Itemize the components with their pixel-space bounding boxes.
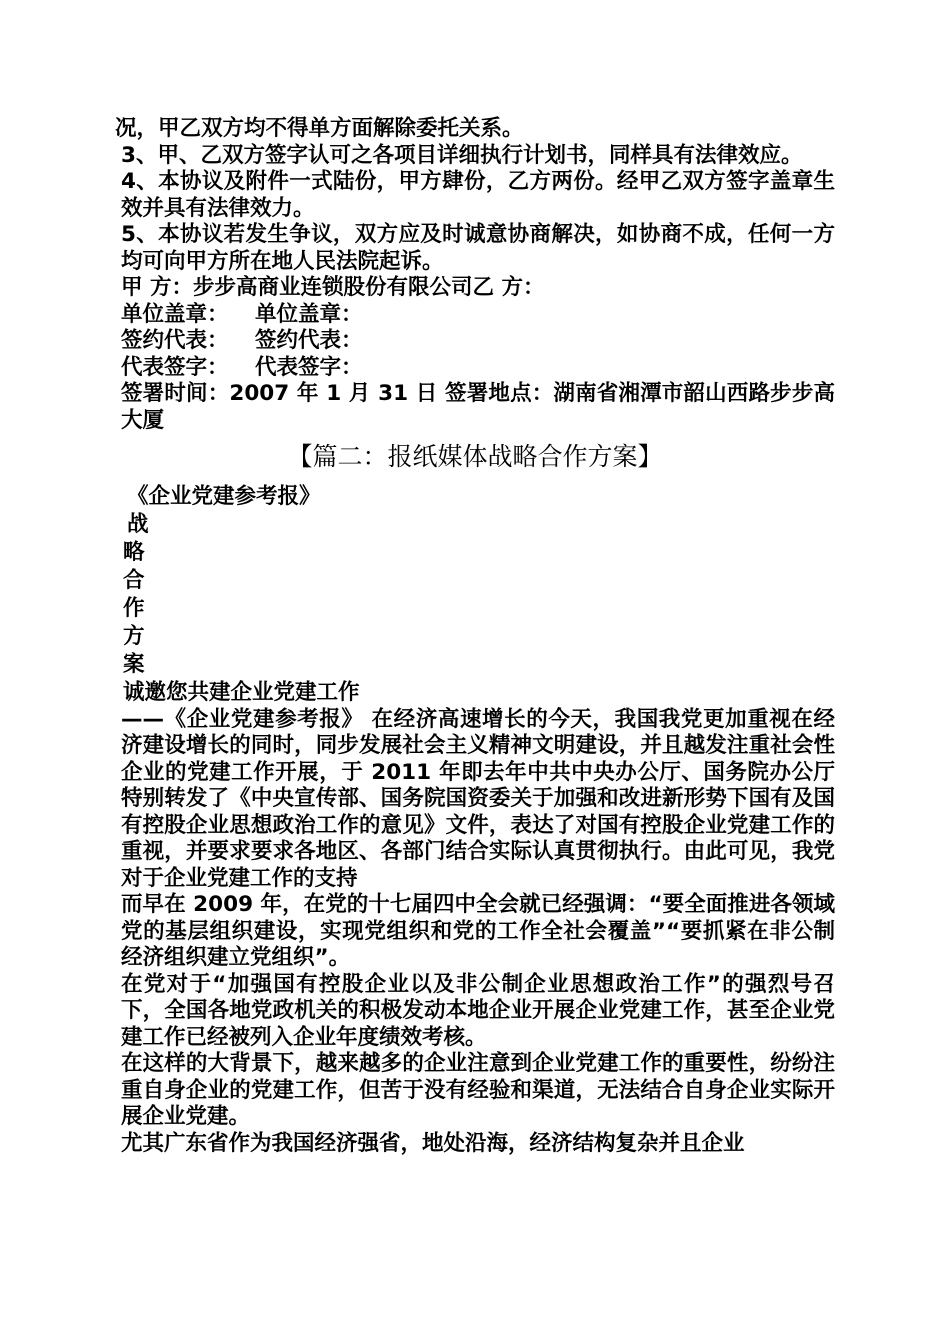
paragraph-clause-4: 4、本协议及附件一式陆份，甲方肆份，乙方两份。经甲乙双方签字盖章生效并具有法律效力。 [121,169,835,221]
signature-seal-right: 单位盖章： [255,301,363,327]
vertical-char: 案 [123,651,145,677]
vertical-char: 作 [123,595,145,621]
newspaper-title: 《企业党建参考报》 [127,484,321,509]
vertical-char: 方 [123,623,145,649]
vertical-char: 略 [123,539,145,565]
signature-row-representative [115,328,835,355]
vertical-char: 战 [127,511,149,537]
signature-row-seal [115,302,835,329]
signature-sign-right: 代表签字： [255,354,363,380]
paragraph-background: 在这样的大背景下，越来越多的企业注意到企业党建工作的重要性，纷纷注重自身企业的党建工作，但苦于没有经验和渠道，无法结合自身企业实际开展企业党建。 [121,1051,835,1129]
vertical-char: 合 [123,567,145,593]
signature-representative-right: 签约代表： [255,328,363,353]
paragraph-clause-3: 3、甲、乙双方签字认可之各项目详细执行计划书，同样具有法律效应。 [121,142,803,168]
section-title: 【篇二：报纸媒体战略合作方案】 [287,442,663,471]
signature-seal-left: 单位盖章： [121,301,229,327]
signature-sign-left: 代表签字： [121,354,229,380]
signature-parties: 甲 方：步步高商业连锁股份有限公司乙 方： [121,275,545,300]
paragraph-call: 在党对于“加强国有控股企业以及非公制企业思想政治工作”的强烈号召下，全国各地党政机关的积极发动本地企业开展企业党建工作，甚至企业党建工作已经被列入企业年度绩效考核。 [121,971,835,1050]
paragraph-2009: 而早在 2009 年，在党的十七届四中全会就已经强调：“要全面推进各领域党的基层组织建设，实现党组织和党的工作全社会覆盖”“要抓紧在非公制经济组织建立党组织”。 [121,892,835,970]
paragraph-intro: ——《企业党建参考报》 在经济高速增长的今天，我国我党更加重视在经济建设增长的同时，同步发展社会主义精神文明建设，并且越发注重社会性企业的党建工作开展，于 2011 年即去年中共中央办公厅、国务院办公厅特别转发了《中央宣传部、国务院国资委关于加强和改进新形势下国有及国有控股企业思想政治工作的意见》文件，表达了对国有控股企业党建工作的重视，并要求要求各地区、各部门结合实际认真贯彻执行。由此可见，我党对于企业党建工作的支持 [121,706,835,891]
signature-row-sign [115,355,835,382]
signature-date-place: 签署时间：2007 年 1 月 31 日 签署地点：湖南省湘潭市韶山西路步步高大厦 [121,381,835,433]
invitation-line: 诚邀您共建企业党建工作 [123,679,360,705]
paragraph-termination: 况，甲乙双方均不得单方面解除委托关系。 [115,116,524,141]
paragraph-clause-5: 5、本协议若发生争议，双方应及时诚意协商解决，如协商不成，任何一方均可向甲方所在地人民法院起诉。 [121,222,835,274]
document-page [115,116,835,1157]
paragraph-guangdong: 尤其广东省作为我国经济强省，地处沿海，经济结构复杂并且企业 [121,1130,745,1156]
signature-representative-left: 签约代表： [121,328,229,353]
